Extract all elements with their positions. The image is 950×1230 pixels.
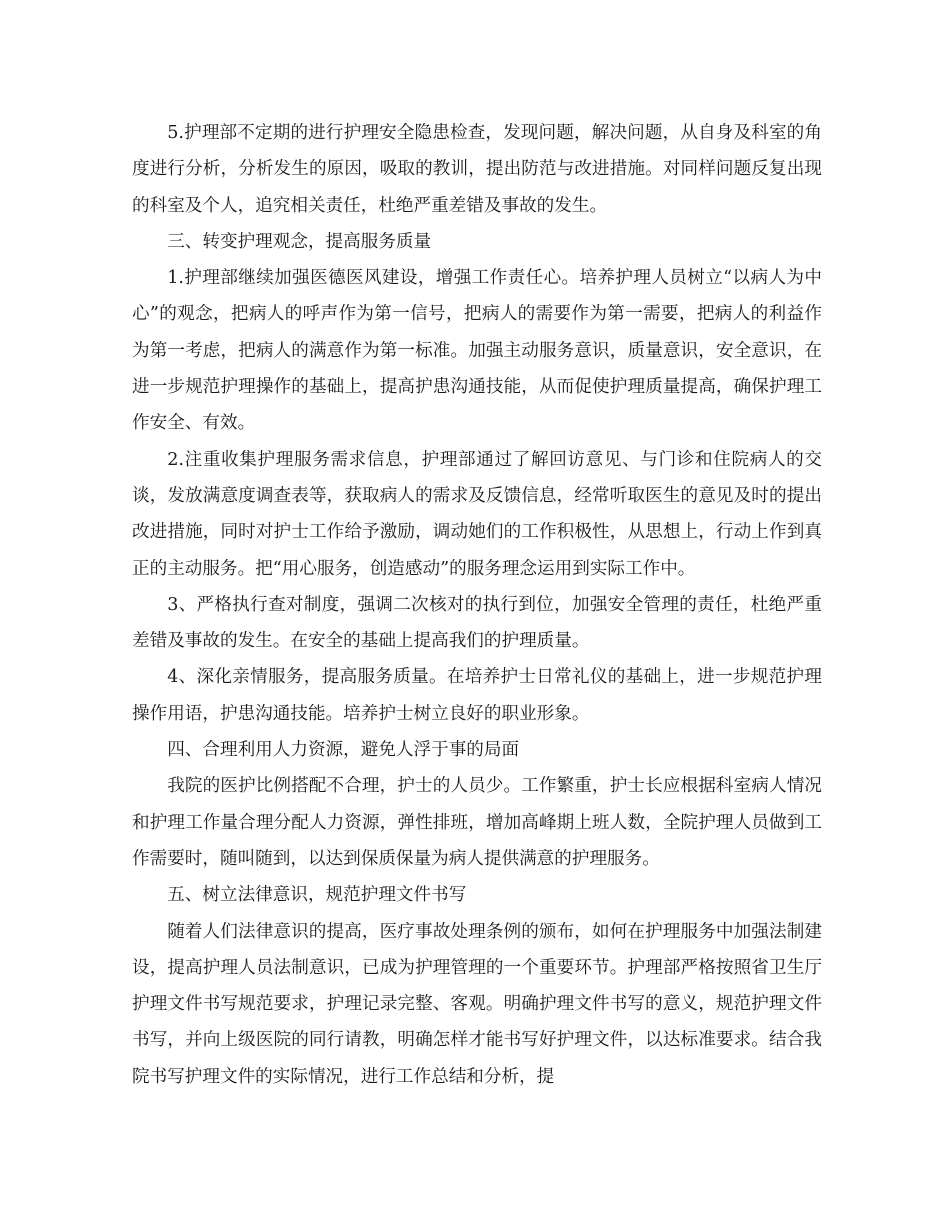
paragraph-safety-inspection: 5.护理部不定期的进行护理安全隐患检查，发现问题，解决问题，从自身及科室的角度进行分析，分析发生的原因，吸取的教训，提出防范与改进措施。对同样问题反复出现的科室及个人，追究相关责任，杜绝严重差错及事故的发生。 [132, 123, 822, 216]
paragraph-staffing: 我院的医护比例搭配不合理，护士的人员少。工作繁重，护士长应根据科室病人情况和护理工作量合理分配人力资源，弹性排班，增加高峰期上班人数，全院护理人员做到工作需要时，随叫随到，以达到保质保量为病人提供满意的护理服务。 [132, 776, 822, 869]
section-heading-3: 三、转变护理观念，提高服务质量 [167, 231, 432, 252]
section-heading-4: 四、合理利用人力资源，避免人浮于事的局面 [167, 740, 520, 761]
section-heading-5: 五、树立法律意识，规范护理文件书写 [167, 885, 467, 906]
paragraph-caring-service: 4、深化亲情服务，提高服务质量。在培养护士日常礼仪的基础上，进一步规范护理操作用语，护患沟通技能。培养护士树立良好的职业形象。 [132, 667, 822, 724]
paragraph-ethics: 1.护理部继续加强医德医风建设，增强工作责任心。培养护理人员树立“以病人为中心”的观念，把病人的呼声作为第一信号，把病人的需要作为第一需要，把病人的利益作为第一考虑，把病人的满意作为第一标准。加强主动服务意识，质量意识，安全意识，在进一步规范护理操作的基础上，提高护患沟通技能，从而促使护理质量提高，确保护理工作安全、有效。 [132, 268, 822, 434]
paragraph-verification: 3、严格执行查对制度，强调二次核对的执行到位，加强安全管理的责任，杜绝严重差错及事故的发生。在安全的基础上提高我们的护理质量。 [132, 594, 822, 652]
paragraph-feedback: 2.注重收集护理服务需求信息，护理部通过了解回访意见、与门诊和住院病人的交谈，发放满意度调查表等，获取病人的需求及反馈信息，经常听取医生的意见及时的提出改进措施，同时对护士工作给予激励，调动她们的工作积极性，从思想上，行动上作到真正的主动服务。把“用心服务，创造感动”的服务理念运用到实际工作中。 [132, 449, 822, 579]
document-body [132, 115, 822, 1095]
paragraph-legal-awareness: 随着人们法律意识的提高，医疗事故处理条例的颁布，如何在护理服务中加强法制建设，提高护理人员法制意识，已成为护理管理的一个重要环节。护理部严格按照省卫生厅护理文件书写规范要求，护理记录完整、客观。明确护理文件书写的意义，规范护理文件书写，并向上级医院的同行请教，明确怎样才能书写好护理文件，以达标准要求。结合我院书写护理文件的实际情况，进行工作总结和分析，提 [132, 921, 822, 1087]
